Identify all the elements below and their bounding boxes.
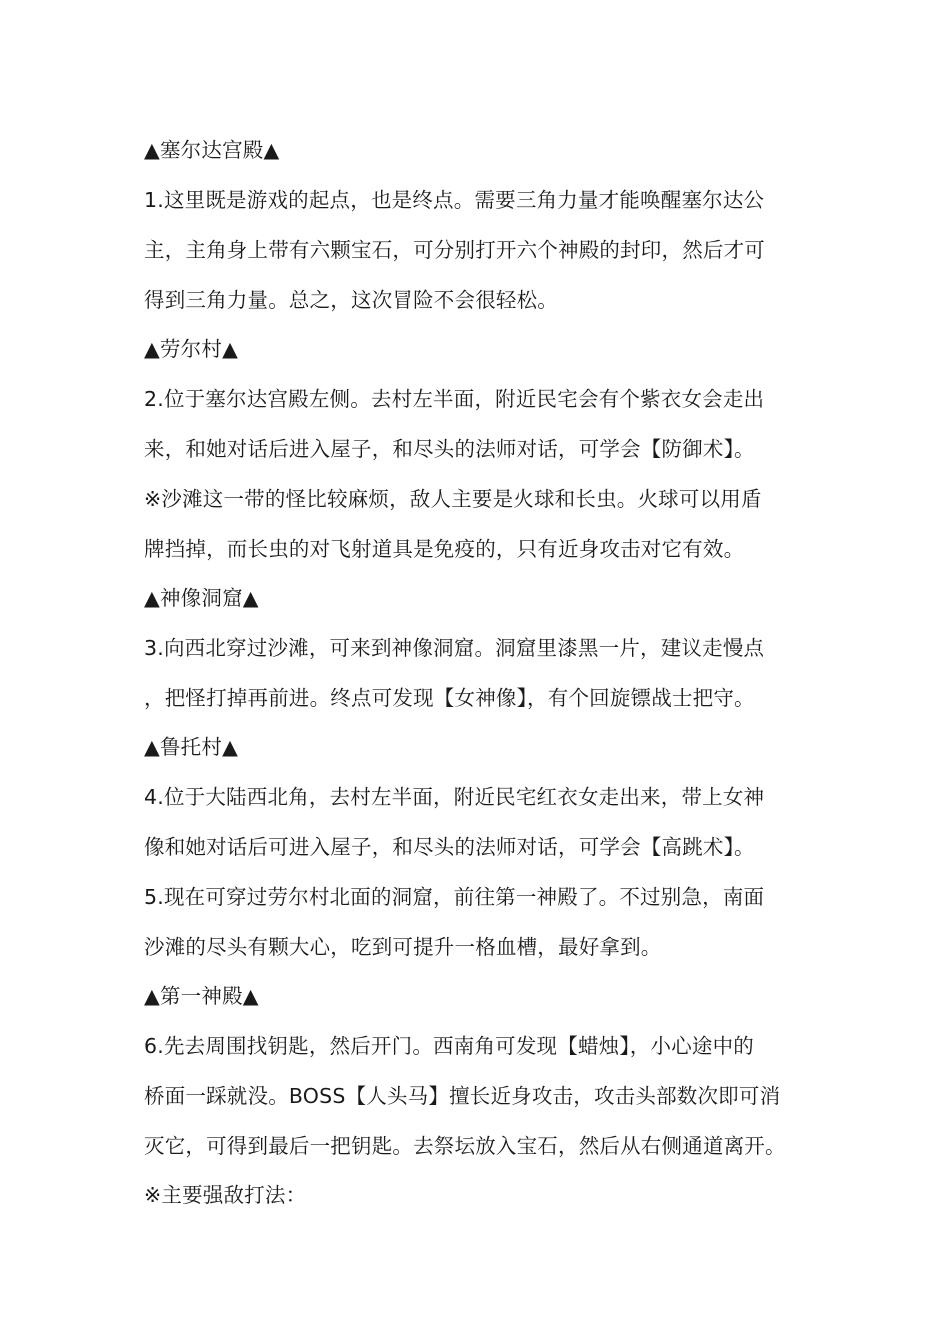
paragraph-line: 沙滩的尽头有颗大心，吃到可提升一格血槽，最好拿到。 bbox=[144, 935, 662, 959]
paragraph-line: 得到三角力量。总之，这次冒险不会很轻松。 bbox=[144, 288, 558, 312]
paragraph-line: 像和她对话后可进入屋子，和尽头的法师对话，可学会【高跳术】。 bbox=[144, 835, 755, 859]
paragraph-line: 灭它，可得到最后一把钥匙。去祭坛放入宝石，然后从右侧通道离开。 bbox=[144, 1134, 786, 1158]
section-heading-first-temple: ▲第一神殿▲ bbox=[144, 984, 259, 1008]
paragraph-line: 4.位于大陆西北角，去村左半面，附近民宅红衣女走出来，带上女神 bbox=[144, 785, 765, 809]
paragraph-line: 6.先去周围找钥匙，然后开门。西南角可发现【蜡烛】，小心途中的 bbox=[144, 1034, 755, 1058]
section-heading-rauru-village: ▲劳尔村▲ bbox=[144, 337, 239, 361]
paragraph-line: ※主要强敌打法： bbox=[144, 1183, 307, 1207]
paragraph-line: 来，和她对话后进入屋子，和尽头的法师对话，可学会【防御术】。 bbox=[144, 437, 755, 461]
paragraph-line: ，把怪打掉再前进。终点可发现【女神像】，有个回旋镖战士把守。 bbox=[144, 686, 755, 710]
paragraph-line: 5.现在可穿过劳尔村北面的洞窟，前往第一神殿了。不过别急，南面 bbox=[144, 885, 765, 909]
paragraph-line: 主，主角身上带有六颗宝石，可分别打开六个神殿的封印，然后才可 bbox=[144, 238, 765, 262]
paragraph-line: 3.向西北穿过沙滩，可来到神像洞窟。洞窟里漆黑一片，建议走慢点 bbox=[144, 636, 765, 660]
paragraph-line: 1.这里既是游戏的起点，也是终点。需要三角力量才能唤醒塞尔达公 bbox=[144, 188, 765, 212]
paragraph-line: 桥面一踩就没。BOSS【人头马】擅长近身攻击，攻击头部数次即可消 bbox=[144, 1084, 781, 1108]
paragraph-line: 2.位于塞尔达宫殿左侧。去村左半面，附近民宅会有个紫衣女会走出 bbox=[144, 387, 765, 411]
paragraph-line: ※沙滩这一带的怪比较麻烦，敌人主要是火球和长虫。火球可以用盾 bbox=[144, 487, 762, 511]
section-heading-zelda-palace: ▲塞尔达宫殿▲ bbox=[144, 138, 280, 162]
section-heading-ruto-village: ▲鲁托村▲ bbox=[144, 735, 239, 759]
paragraph-line: 牌挡掉，而长虫的对飞射道具是免疫的，只有近身攻击对它有效。 bbox=[144, 537, 745, 561]
section-heading-statue-cave: ▲神像洞窟▲ bbox=[144, 586, 259, 610]
